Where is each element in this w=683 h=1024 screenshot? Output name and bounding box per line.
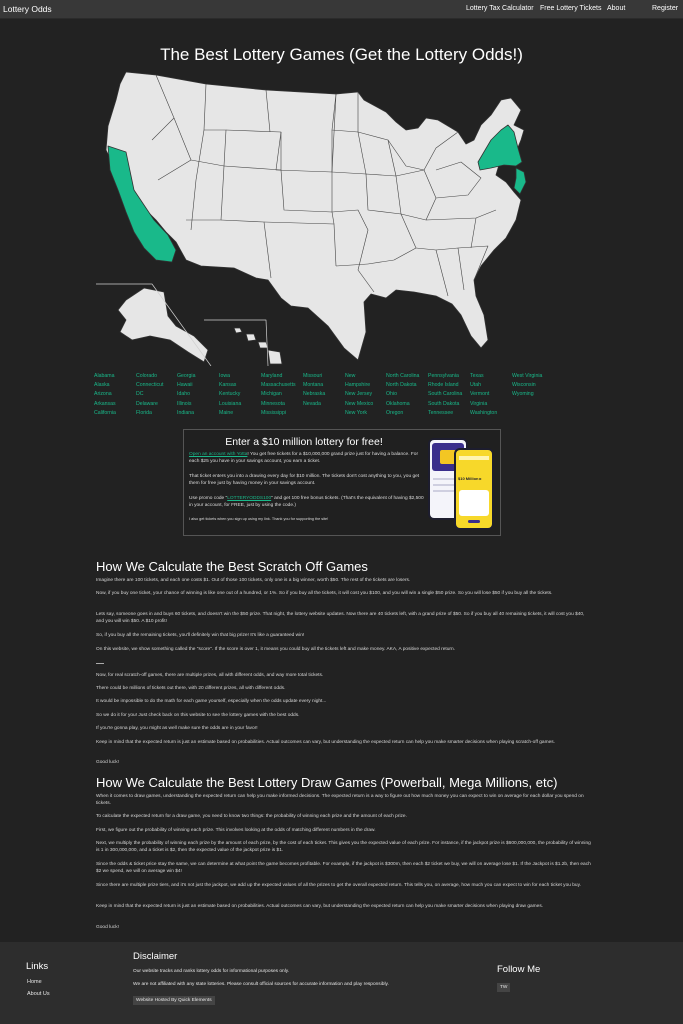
state-link[interactable]: Colorado [136,373,158,379]
scratch-paragraph: On this website, we show something called the "score". If the score is over 1, it means you could buy all the tickets left and make money. AKA, A positive expected return. [96,647,455,652]
state-link[interactable]: Oklahoma [386,400,410,407]
state-link[interactable]: Wyoming [512,391,534,398]
footer-disclaimer-heading: Disclaimer [133,951,178,962]
footer [0,942,683,1024]
state-link[interactable]: North Carolina [386,373,420,379]
state-link[interactable]: Wisconsin [512,382,536,389]
promo-paragraph-3: Use promo code "LOTTERYODDS100" and get 100 free bonus tickets. (That's the equivalent of having $2,500 in your account, for FREE, just by using the code.) [189,496,424,508]
scratch-paragraph: Lets say, someone goes in and buys 60 tickets, and doesn't win the $50 prize. That night, the lottery website updates. Now there are 40 tickets left, with a grand prize of $50. So if you buy all 40 remaining tickets, it will cost you $40, and you will win $50. A $10 profit! [96,612,585,624]
state-link[interactable]: Illinois [177,400,192,407]
disclaimer-text: We are not affiliated with any state lotteries. Please consult official sources for accurate information and play responsibly. [133,982,389,987]
state-column-5 [261,372,307,418]
promo-paragraph-2: That ticket enters you into a drawing every day for $10 million. The tickets don't cost anything to you, you get them for free just by having money in your savings account. [189,474,420,486]
state-link[interactable]: Delaware [136,400,158,407]
yotta-signup-link[interactable]: Open an account with Yotta [189,452,248,457]
state-link[interactable]: Iowa [219,373,230,379]
us-map [96,70,536,366]
state-link[interactable]: Virginia [470,400,488,407]
state-link[interactable]: Georgia [177,373,196,379]
state-link[interactable]: Hawaii [177,382,193,389]
promo-paragraph-1: Open an account with Yotta! You get free tickets for a $10,000,000 grand prize just for having a balance. For each $25 you have in your savings account, you earn a ticket. [189,452,419,464]
state-column-8 [386,372,432,418]
state-link[interactable]: Pennsylvania [428,373,459,379]
scratch-paragraph: If you're gonna play, you might as well make sure the odds are in your favor! [96,726,258,731]
state-link[interactable]: Utah [470,382,481,389]
nav-link-free-tickets[interactable]: Free Lottery Tickets [540,5,602,12]
state-column-1 [94,372,140,418]
state-link[interactable]: Indiana [177,409,195,416]
footer-link-home[interactable]: Home [27,979,42,985]
state-column-6 [303,372,349,409]
state-link[interactable]: Arizona [94,391,112,398]
scratch-paragraph: Now, for real scratch-off games, there are multiple prizes, all with different odds, and way more total tickets. [96,673,324,678]
state-link[interactable]: Mississippi [261,409,287,416]
state-link[interactable]: Kentucky [219,391,241,398]
navbar [0,0,683,19]
state-column-7 [345,372,381,418]
state-link[interactable]: Rhode Island [428,382,459,389]
state-link[interactable]: Arkansas [94,400,116,407]
state-link[interactable]: South Dakota [428,400,460,407]
draw-paragraph: Since the odds & ticket price stay the same, we can determine at what point the game becomes profitable. For example, if the jackpot is $300m, then each $2 ticket we buy, we will on average lose $1. If the Jackpot is $1.2b, then each $2 we spend, we will on average win $4! [96,862,591,874]
promo-title: Enter a $10 million lottery for free! [225,436,383,448]
divider [96,663,104,664]
scratch-paragraph: Imagine there are 100 tickets, and each one costs $1. Out of those 100 tickets, only one is a big winner, worth $50. The rest of the tickets are losers. [96,578,411,583]
state-link[interactable]: Alaska [94,382,110,389]
state-link[interactable]: California [94,409,116,416]
state-link[interactable]: Washington [470,409,498,416]
footer-follow-heading: Follow Me [497,964,541,975]
map-state-hawaii[interactable] [234,328,282,364]
scratch-heading: How We Calculate the Best Scratch Off Games [96,559,368,574]
draw-paragraph: Keep in mind that the expected return is just an estimate based on probabilities. Actual outcomes can vary, but understanding the expected return can help you make smarter decisions when playing draw games. [96,904,544,909]
page-title: The Best Lottery Games (Get the Lottery Odds!) [160,45,523,64]
footer-links-heading: Links [26,961,49,972]
state-link[interactable]: Missouri [303,373,323,379]
state-link[interactable]: Nebraska [303,391,326,398]
draw-paragraph: When it comes to draw games, understanding the expected return can help you make informed decisions. The expected return is a way to figure out how much money you can expect to win on average for each dollar you spend on tickets. [96,794,584,806]
draw-paragraph: First, we figure out the probability of winning each prize. This involves looking at the odds of matching different numbers in the draw. [96,828,376,833]
state-link[interactable]: Florida [136,409,152,416]
disclaimer-text: Our website tracks and ranks lottery odds for informational purposes only. [133,969,290,974]
state-link[interactable]: Louisiana [219,400,242,407]
state-link[interactable]: Connecticut [136,382,164,389]
state-link[interactable]: Idaho [177,391,190,398]
brand-link[interactable]: Lottery Odds [3,4,52,14]
scratch-paragraph: There could be millions of tickets out there, with 20 different prizes, all with different odds. [96,686,286,691]
draw-paragraph: Since there are multiple prize tiers, and it's not just the jackpot, we add up the expected values of all the prizes to get the overall expected return. This tells you, on average, how much you can expect to win for each ticket you buy. [96,883,581,888]
state-link[interactable]: Montana [303,382,324,389]
hosted-by-button[interactable]: Website Hosted By Quick Elements [133,996,215,1005]
scratch-paragraph: It would be impossible to do the math for each game yourself, especially when the odds update every night... [96,699,327,704]
state-link[interactable]: Minnesota [261,400,285,407]
scratch-paragraph: Good luck! [96,760,119,765]
state-link[interactable]: Massachusetts [261,382,296,389]
scratch-paragraph: So we do it for you! Just check back on this website to see the lottery games with the best odds. [96,713,300,718]
promo-note: I also get tickets when you sign up using my link. Thank you for supporting the site! [189,517,329,521]
state-link[interactable]: West Virginia [512,373,543,379]
state-link[interactable]: Vermont [470,391,490,398]
nav-link-register[interactable]: Register [652,5,679,12]
state-link[interactable]: Alabama [94,373,115,379]
scratch-paragraph: So, if you buy all the remaining tickets, you'll definitely win that big prize! It's like a guaranteed win! [96,633,305,638]
draw-paragraph: To calculate the expected return for a draw game, you need to know two things: the probability of winning each prize and the amount of each prize. [96,814,407,819]
state-link[interactable]: North Dakota [386,382,417,389]
draw-heading: How We Calculate the Best Lottery Draw Games (Powerball, Mega Millions, etc) [96,775,558,790]
state-link[interactable]: Maryland [261,373,283,379]
state-column-4 [219,372,265,418]
state-link[interactable]: Michigan [261,391,282,398]
state-column-3 [177,372,223,418]
state-link[interactable]: Texas [470,373,484,379]
state-link[interactable]: Nevada [303,400,321,407]
state-link[interactable]: New Mexico [345,400,374,407]
state-column-2 [136,372,182,418]
state-link[interactable]: New York [345,409,367,416]
twitter-button[interactable]: TW [497,983,510,992]
scratch-paragraph: Keep in mind that the expected return is just an estimate based on probabilities. Actual outcomes can vary, but understanding the expected return can help you make smarter decisions when playing scratch-off games. [96,740,555,745]
state-link[interactable]: New Jersey [345,391,373,398]
phone-image-right: $10 Million ▸ [454,448,494,530]
state-column-10 [470,372,516,418]
promo-code[interactable]: LOTTERYODDS100 [227,496,272,501]
nav-link-about[interactable]: About [607,5,626,12]
draw-paragraph: Good luck! [96,925,119,930]
map-state-new-jersey[interactable] [514,168,526,194]
state-link[interactable]: New Hampshire [345,373,371,389]
nav-link-tax-calculator[interactable]: Lottery Tax Calculator [466,5,534,12]
state-link[interactable]: Ohio [386,391,397,398]
draw-paragraph: Next, we multiply the probability of winning each prize by the amount of each prize, by the cost of each ticket. This gives you the expected value of each prize. For instance, if the jackpot prize is $600,000,000, the probability of winning is 1 in 300,000,000, and a ticket is $2, then the expected value of the jackpot prize is $1. [96,841,591,853]
scratch-paragraph: Now, if you buy one ticket, your chance of winning is like one out of a hundred, or 1%. So if you buy all the tickets, it will cost you $100, and you will win a single $50 prize. So you will lose $50 if you buy all the tickets. [96,591,553,596]
state-link[interactable]: Maine [219,409,234,416]
footer-link-about-us[interactable]: About Us [27,991,50,997]
state-link[interactable]: Tennessee [428,409,454,416]
state-link[interactable]: Kansas [219,382,237,389]
state-column-9 [428,372,474,418]
yotta-promo-box [183,429,501,536]
state-link[interactable]: South Carolina [428,391,463,398]
state-link[interactable]: DC [136,391,144,398]
state-link[interactable]: Oregon [386,409,404,416]
state-column-11 [512,372,558,400]
